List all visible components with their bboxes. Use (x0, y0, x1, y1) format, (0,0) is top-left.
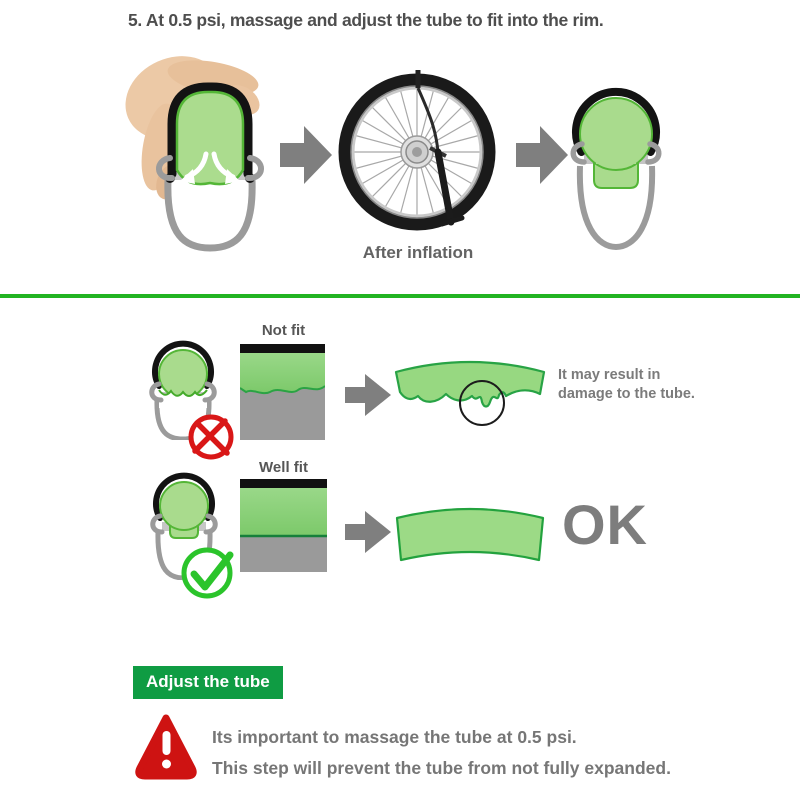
adjust-tube-badge: Adjust the tube (133, 666, 283, 699)
ok-label: OK (562, 493, 648, 556)
tube-area (240, 352, 325, 393)
rim-area (240, 384, 325, 440)
wheel-caption: After inflation (362, 243, 474, 262)
cross-icon (185, 410, 237, 462)
tube-cross-section (177, 92, 243, 184)
notfit-result-line1: It may result in (558, 367, 661, 383)
right-arrow-icon (345, 374, 391, 416)
check-icon (180, 543, 240, 603)
right-arrow-icon (345, 511, 391, 553)
hand-massage-illustration (116, 52, 302, 258)
wheel-photo (334, 60, 502, 242)
footer-note (212, 722, 671, 784)
notfit-result-line2: damage to the tube. (558, 386, 695, 402)
tire-strip (240, 344, 325, 353)
seated-tube-illustration (568, 86, 664, 258)
notfit-band-illustration (390, 346, 550, 432)
tube-join (596, 148, 636, 164)
rim-flange-left (153, 516, 162, 532)
right-arrow-icon (516, 126, 568, 184)
warning-triangle-icon (135, 712, 197, 782)
hub-cassette (401, 136, 433, 168)
wellfit-cross-section (240, 479, 327, 572)
rim-bowl (168, 180, 252, 248)
section-divider (0, 294, 800, 298)
note-line-1: Its important to massage the tube at 0.5 psi. (212, 727, 577, 747)
note-line-2: This step will prevent the tube from not fully expanded. (212, 758, 671, 778)
notfit-result-text (558, 366, 695, 404)
ok-band-illustration (390, 496, 550, 566)
tube-join (172, 514, 196, 526)
page-title: 5. At 0.5 psi, massage and adjust the tube to fit into the rim. (128, 10, 604, 30)
smooth-tube-band (397, 509, 543, 560)
notfit-label: Not fit (261, 322, 306, 339)
notfit-cross-section (240, 344, 325, 440)
rim-flange-right (206, 516, 215, 532)
rim-area (240, 536, 327, 572)
tire-strip (240, 479, 327, 488)
wellfit-label: Well fit (259, 459, 308, 476)
right-arrow-icon (280, 126, 332, 184)
tube-area (240, 487, 327, 536)
